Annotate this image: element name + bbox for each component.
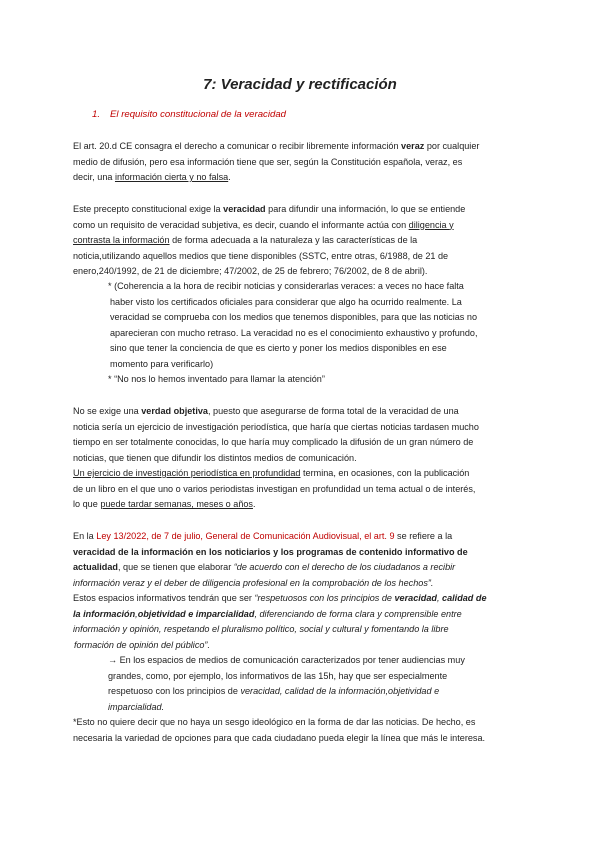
note-line: → En los espacios de medios de comunicación caracterizados por tener audiencias muy — [108, 655, 465, 665]
text-line: medio de difusión, pero esa información tiene que ser, según la Constitución española, veraz, es — [73, 156, 463, 167]
section-number: 1. — [92, 109, 101, 120]
paragraph-2 — [73, 202, 539, 280]
text-line: veracidad de la información en los noticiarios y los programas de contenido informativo de — [73, 546, 468, 557]
text-line: Estos espacios informativos tendrán que ser “respetuosos con los principios de veracidad, calidad de — [73, 593, 487, 603]
section-heading — [92, 109, 286, 120]
text-line: Un ejercicio de investigación periodística en profundidad termina, en ocasiones, con la publicación — [73, 468, 470, 478]
text-line: *Esto no quiere decir que no haya un sesgo ideológico en la forma de dar las noticias. De hecho, es — [73, 717, 476, 727]
note-line: imparcialidad. — [108, 701, 165, 712]
section-label: El requisito constitucional de la veracidad — [110, 109, 286, 120]
text-line: No se exige una verdad objetiva, puesto que asegurarse de forma total de la veracidad de una — [73, 406, 459, 416]
notes-block-1 — [108, 279, 532, 388]
note-line: sino que tener la conciencia de que es cierto y poner los medios disponibles en ese — [110, 343, 447, 353]
text-line: noticia,utilizando aquellos medios que tiene disponibles (SSTC, entre otras, 6/1988, de 21 de — [73, 250, 449, 261]
text-line: contrasta la información de forma adecuada a la naturaleza y las características de la — [73, 235, 418, 245]
notes-block-2 — [108, 653, 532, 715]
text-line: En la Ley 13/2022, de 7 de julio, General de Comunicación Audiovisual, el art. 9 se refiere a la — [73, 531, 453, 541]
text-line: noticia sería un ejercicio de investigación periodística, que haría que ciertas noticias tardasen mucho — [73, 421, 479, 432]
text-line: información veraz y el deber de diligencia profesional en la comprobación de los hechos”. — [73, 577, 434, 588]
paragraph-5 — [73, 715, 539, 746]
note-line: * “No nos lo hemos inventado para llamar la atención” — [108, 374, 325, 384]
text-line: de un libro en el que uno o varios periodistas investigan en profundidad un tema actual o de interés, — [73, 483, 476, 494]
note-line: * (Coherencia a la hora de recibir noticias y considerarlas veraces: a veces no hace falta — [108, 281, 464, 291]
text-line: información y opinión, respetando el pluralismo político, social y cultural y fomentando la libre — [73, 624, 449, 634]
text-line: El art. 20.d CE consagra el derecho a comunicar o recibir libremente información veraz por cualquier — [73, 141, 480, 151]
text-line: actualidad, que se tienen que elaborar “de acuerdo con el derecho de los ciudadanos a recibir — [73, 562, 456, 572]
text-line: como un requisito de veracidad subjetiva, es decir, cuando el informante actúa con diligencia y — [73, 219, 454, 230]
paragraph-1 — [73, 139, 539, 186]
text-line: tiempo en ser totalmente conocidas, lo que haría muy complicado la difusión de un gran número de — [73, 437, 474, 447]
text-line: la información,objetividad e imparcialidad, diferenciando de forma clara y comprensible entre — [73, 608, 462, 619]
text-line: enero,240/1992, de 21 de diciembre; 47/2002, de 25 de febrero; 76/2002, de 8 de abril). — [73, 266, 428, 276]
note-line: veracidad se comprueba con los medios que tenemos disponibles, para que las noticias no — [110, 312, 478, 322]
note-line: momento para verificarlo) — [110, 358, 214, 369]
text-line: decir, una información cierta y no falsa. — [73, 172, 231, 182]
note-line: respetuoso con los principios de veracidad, calidad de la información,objetividad e — [108, 686, 440, 696]
paragraph-3 — [73, 404, 539, 513]
note-line: aparecieran con mucho retraso. La veracidad no es el conocimiento exhaustivo y profundo, — [110, 327, 478, 338]
paragraph-4 — [73, 529, 539, 653]
text-line: formación de opinión del público”. — [74, 639, 210, 650]
text-line: lo que puede tardar semanas, meses o años. — [73, 499, 256, 509]
page-title: 7: Veracidad y rectificación — [203, 76, 397, 93]
text-line: noticias, que tienen que difundir los distintos medios de comunicación. — [73, 452, 357, 463]
text-line: Este precepto constitucional exige la veracidad para difundir una información, lo que se entiende — [73, 204, 466, 214]
text-line: necesaria la variedad de opciones para que cada ciudadano pueda elegir la línea que más le interesa. — [73, 732, 486, 743]
note-line: grandes, como, por ejemplo, los informativos de las 15h, hay que ser especialmente — [108, 670, 448, 681]
note-line: haber visto los certificados oficiales para considerar que algo ha ocurrido realmente. La — [110, 296, 462, 307]
